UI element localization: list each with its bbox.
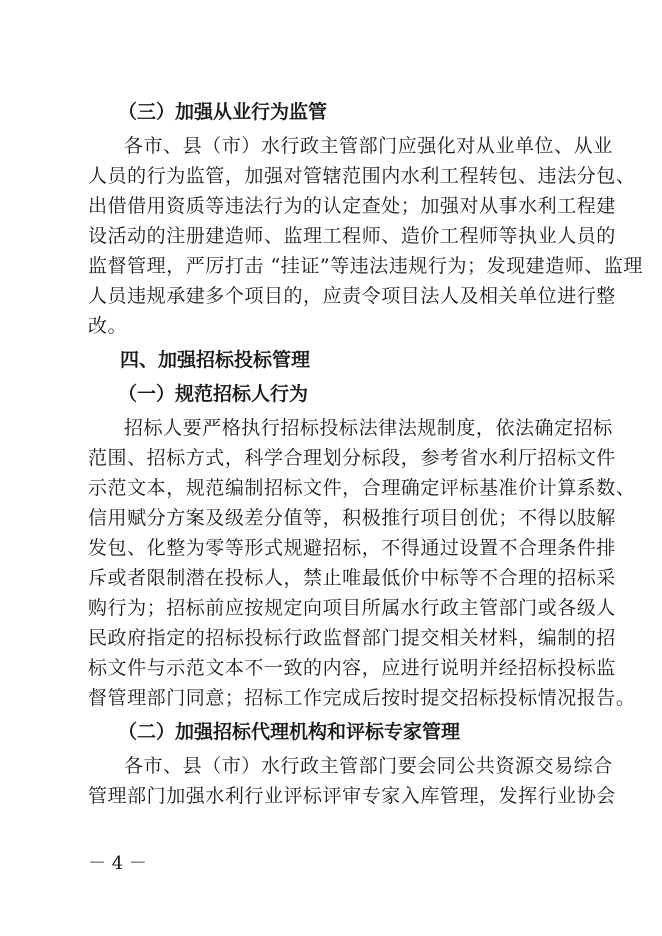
paragraph-line: 各市、县（市）水行政主管部门要会同公共资源交易综合 [124,755,613,777]
section-4-heading: 四、加强招标投标管理 [120,349,311,371]
paragraph-line: 管理部门加强水利行业评标评审专家入库管理，发挥行业协会 [88,785,616,807]
section-3-heading: （三）加强从业行为监管 [118,101,328,123]
paragraph-line: 范围、招标方式，科学合理划分标段，参考省水利厅招标文件 [88,447,616,469]
paragraph-line: 设活动的注册建造师、监理工程师、造价工程师等执业人员的 [88,225,616,247]
paragraph-line: 改。 [88,315,128,337]
paragraph-line: 各市、县（市）水行政主管部门应强化对从业单位、从业 [124,135,613,157]
paragraph-line: 人员违规承建多个项目的，应责令项目法人及相关单位进行整 [88,285,616,307]
paragraph-line: 人员的行为监管，加强对管辖范围内水利工程转包、违法分包、 [88,165,636,187]
paragraph-line: 发包、化整为零等形式规避招标，不得通过设置不合理条件排 [88,537,616,559]
paragraph-line: 信用赋分方案及级差分值等，积极推行项目创优；不得以肢解 [88,507,616,529]
page-number: － 4 － [88,853,147,874]
subsection-2-heading: （二）加强招标代理机构和评标专家管理 [118,721,461,743]
paragraph-line: 督管理部门同意；招标工作完成后按时提交招标投标情况报告。 [88,687,636,709]
paragraph-line: 民政府指定的招标投标行政监督部门提交相关材料，编制的招 [88,627,616,649]
paragraph-line: 示范文本，规范编制招标文件，合理确定评标基准价计算系数、 [88,477,636,499]
subsection-1-heading: （一）规范招标人行为 [118,383,309,405]
paragraph-line: 出借借用资质等违法行为的认定查处；加强对从事水利工程建 [88,195,616,217]
paragraph-line: 标文件与示范文本不一致的内容，应进行说明并经招标投标监 [88,657,616,679]
paragraph-line: 斥或者限制潜在投标人，禁止唯最低价中标等不合理的招标采 [88,567,616,589]
paragraph-line: 监督管理，严厉打击 “挂证”等违法违规行为；发现建造师、监理 [88,255,643,277]
paragraph-line: 购行为；招标前应按规定向项目所属水行政主管部门或各级人 [88,597,616,619]
paragraph-line: 招标人要严格执行招标投标法律法规制度，依法确定招标 [124,417,613,439]
